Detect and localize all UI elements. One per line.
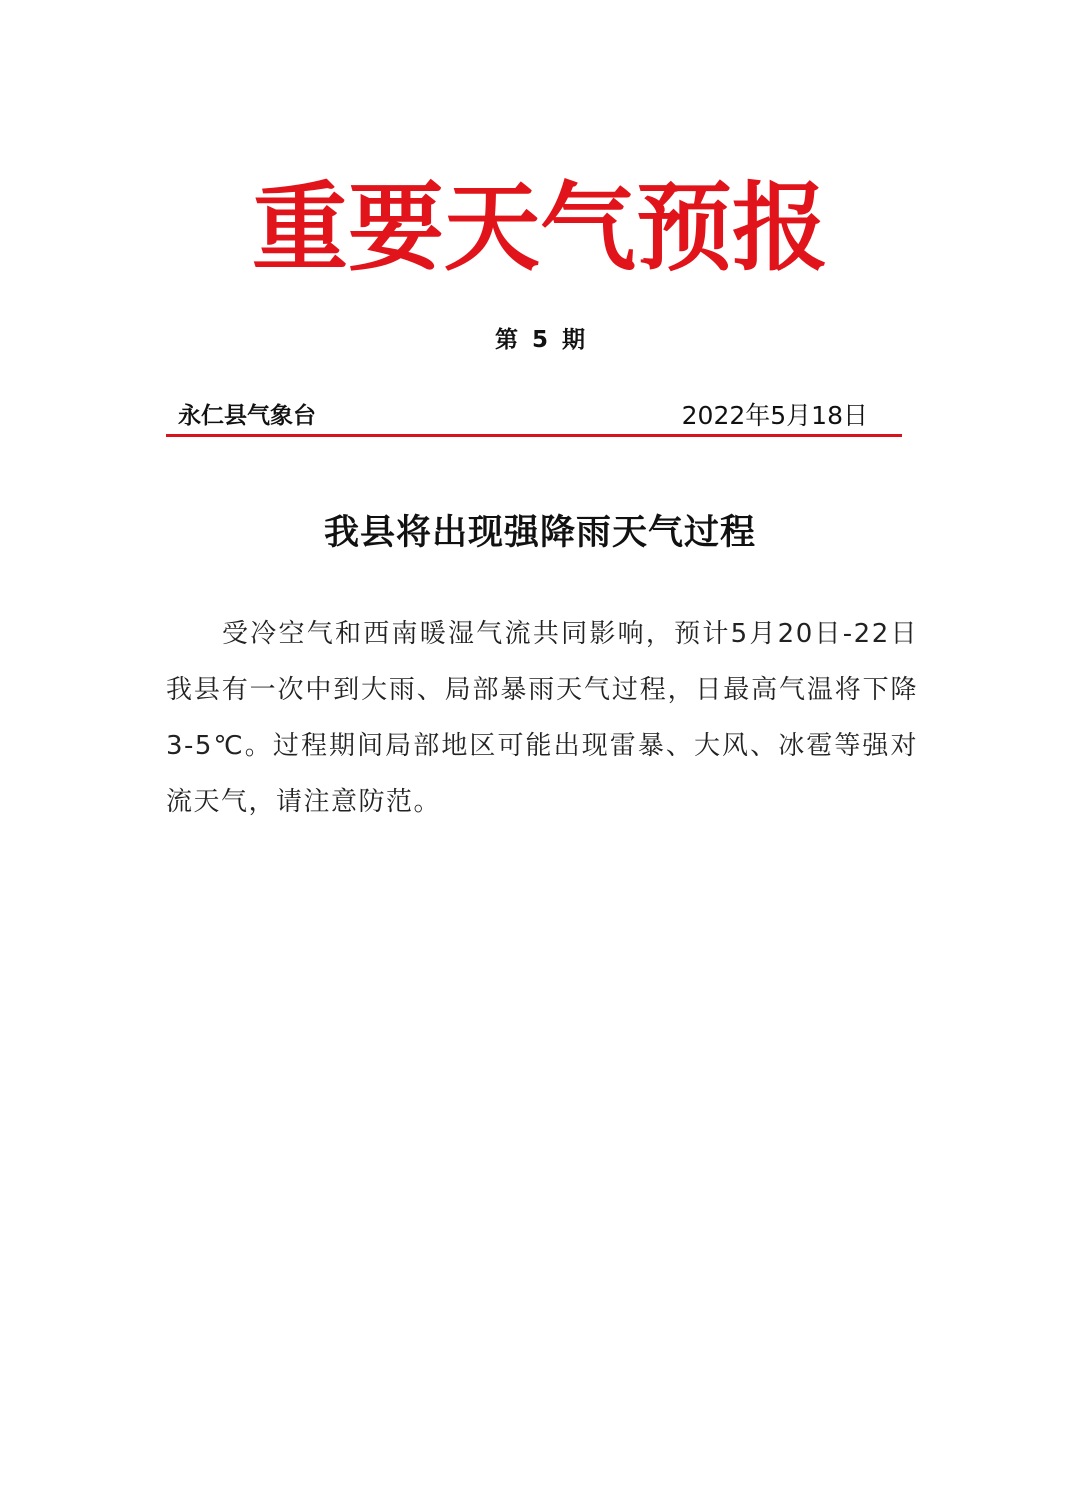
article-body: 受冷空气和西南暖湿气流共同影响，预计5月20日-22日我县有一次中到大雨、局部暴雨天气过程，日最高气温将下降3-5℃。过程期间局部地区可能出现雷暴、大风、冰雹等强对流天气，请注意防范。: [166, 619, 918, 817]
article-headline: 我县将出现强降雨天气过程: [323, 513, 756, 553]
red-divider: [166, 434, 902, 437]
issue-number: [0, 322, 1080, 358]
masthead-title: 重要天气预报: [252, 171, 828, 284]
issue-date: 2022年5月18日: [681, 401, 868, 430]
issue-prefix: 第: [494, 327, 518, 353]
issue-value: 5: [531, 327, 548, 353]
header-meta-row: [178, 396, 868, 436]
agency-name: 永仁县气象台: [178, 403, 316, 429]
issue-suffix: 期: [562, 327, 586, 353]
